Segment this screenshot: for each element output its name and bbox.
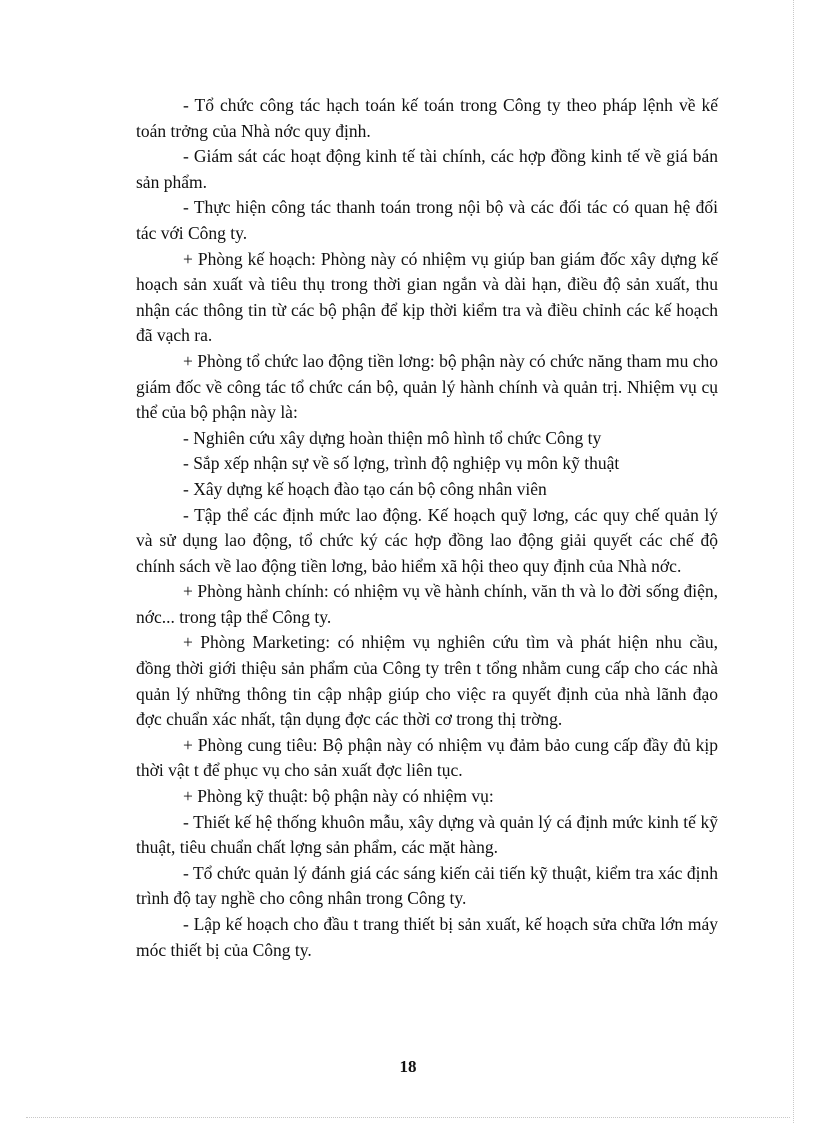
paragraph-marketing-department: + Phòng Marketing: có nhiệm vụ nghiên cứu tìm và phát hiện nhu cầu, đồng thời giới thiệu sản phẩm của Công ty trên t tổng nhằm cung cấp cho các nhà quản lý những thông tin cập nhập giúp cho việc ra quyết định của nhà lãnh đạo đợc chuẩn xác nhất, tận dụng đợc các thời cơ trong thị trờng. <box>136 632 718 730</box>
paragraph-training-plan: - Xây dựng kế hoạch đào tạo cán bộ công nhân viên <box>183 478 547 499</box>
paragraph-labor-salary-department: + Phòng tổ chức lao động tiền lơng: bộ phận này có chức năng tham mu cho giám đốc về công tác tổ chức cán bộ, quản lý hành chính và quản trị. Nhiệm vụ cụ thể của bộ phận này là: <box>136 350 718 423</box>
paragraph-staff-arrangement: - Sắp xếp nhận sự về số lợng, trình độ nghiệp vụ môn kỹ thuật <box>183 453 620 474</box>
body-text <box>136 93 718 963</box>
paragraph-planning-department: + Phòng kế hoạch: Phòng này có nhiệm vụ giúp ban giám đốc xây dựng kế hoạch sản xuất và tiêu thụ trong thời gian ngắn và dài hạn, điều độ sản xuất, thu nhận các thông tin từ các bộ phận để kịp thời kiểm tra và điều chỉnh các kế hoạch đã vạch ra. <box>136 248 718 346</box>
paragraph-payments: - Thực hiện công tác thanh toán trong nội bộ và các đối tác có quan hệ đối tác với Công ty. <box>136 197 718 243</box>
paragraph-innovation-management: - Tổ chức quản lý đánh giá các sáng kiến cải tiến kỹ thuật, kiểm tra xác định trình độ tay nghề cho công nhân trong Công ty. <box>136 862 718 909</box>
page-edge-right-rule <box>793 0 794 1123</box>
paragraph-technical-department: + Phòng kỹ thuật: bộ phận này có nhiệm vụ: <box>183 786 494 807</box>
page-number: 18 <box>399 1057 417 1076</box>
paragraph-equipment-investment: - Lập kế hoạch cho đầu t trang thiết bị sản xuất, kế hoạch sửa chữa lớn máy móc thiết bị của Công ty. <box>136 914 718 960</box>
paragraph-supply-department: + Phòng cung tiêu: Bộ phận này có nhiệm vụ đảm bảo cung cấp đầy đủ kịp thời vật t để phục vụ cho sản xuất đợc liên tục. <box>136 734 718 781</box>
paragraph-org-model-research: - Nghiên cứu xây dựng hoàn thiện mô hình tổ chức Công ty <box>183 427 602 448</box>
paragraph-financial-supervision: - Giám sát các hoạt động kinh tế tài chính, các hợp đồng kinh tế về giá bán sản phẩm. <box>136 146 718 192</box>
paragraph-accounting-organization: - Tổ chức công tác hạch toán kế toán trong Công ty theo pháp lệnh về kế toán trởng của Nhà nớc quy định. <box>136 95 718 141</box>
paragraph-administration-department: + Phòng hành chính: có nhiệm vụ về hành chính, văn th và lo đời sống điện, nớc... trong tập thể Công ty. <box>136 581 718 627</box>
paragraph-mold-design: - Thiết kế hệ thống khuôn mẫu, xây dựng và quản lý cá định mức kinh tế kỹ thuật, tiêu chuẩn chất lợng sản phẩm, các mặt hàng. <box>136 811 718 858</box>
paragraph-labor-norms: - Tập thể các định mức lao động. Kế hoạch quỹ lơng, các quy chế quản lý và sử dụng lao động, tổ chức ký các hợp đồng lao động giải quyết các chế độ chính sách về lao động tiền lơng, bảo hiểm xã hội theo quy định của Nhà nớc. <box>136 504 718 576</box>
page-edge-bottom-rule <box>26 1117 790 1118</box>
